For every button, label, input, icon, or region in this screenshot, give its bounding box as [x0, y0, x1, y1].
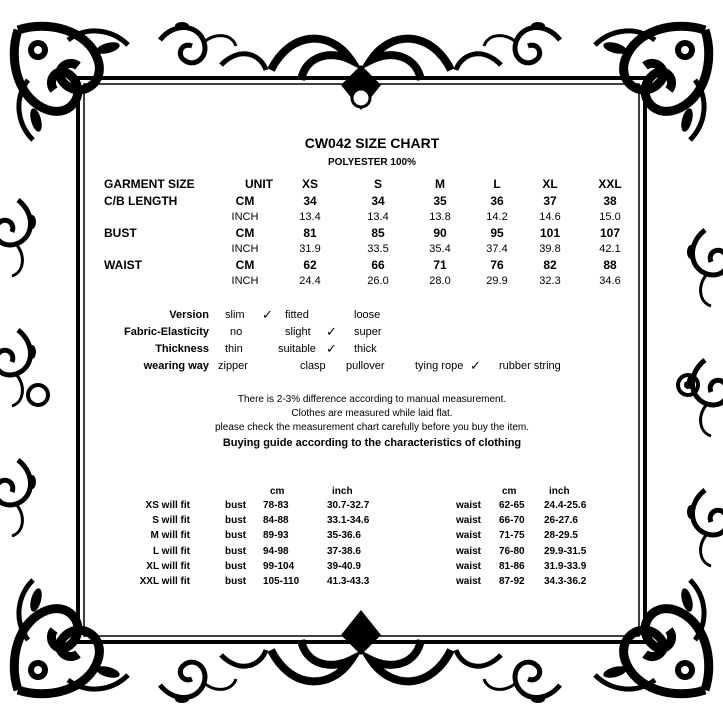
table-unit-cell: INCH: [231, 275, 259, 287]
fit-waist-label: waist: [456, 530, 482, 541]
table-value-cell: 35.4: [429, 243, 451, 255]
table-header-cell: S: [373, 177, 383, 191]
fit-bust-inch: 41.3-43.3: [327, 576, 370, 587]
characteristic-option: clasp: [300, 360, 326, 372]
table-value-cell: 85: [371, 226, 385, 240]
table-unit-cell: CM: [235, 194, 255, 208]
table-value-cell: 26.0: [367, 275, 389, 287]
table-row-label: BUST: [104, 226, 137, 240]
fit-bust-label: bust: [225, 576, 247, 587]
guide-title: Buying guide according to the characteristics of clothing: [222, 437, 522, 449]
fit-bust-cm: 105-110: [263, 576, 300, 587]
table-row-label: WAIST: [104, 258, 142, 272]
table-header-cell: XS: [301, 177, 319, 191]
fit-waist-cm: 71-75: [499, 530, 525, 541]
fit-waist-cm: 76-80: [499, 546, 525, 557]
fit-waist-inch: 34.3-36.2: [544, 576, 587, 587]
fit-waist-label: waist: [456, 500, 482, 511]
table-unit-cell: CM: [235, 226, 255, 240]
table-value-cell: 81: [303, 226, 317, 240]
table-header-cell: L: [493, 177, 501, 191]
characteristic-option: super: [354, 326, 382, 338]
table-value-cell: 29.9: [486, 275, 508, 287]
characteristic-label: wearing way: [143, 360, 209, 372]
note-line: There is 2-3% difference according to manual measurement.: [237, 394, 507, 405]
table-value-cell: 95: [490, 226, 504, 240]
bust-cm-header: cm: [270, 486, 285, 497]
table-value-cell: 36: [490, 194, 504, 208]
characteristic-option: rubber string: [499, 360, 561, 372]
characteristic-option: tying rope: [415, 360, 464, 372]
fit-size-label: XL will fit: [146, 561, 190, 572]
table-value-cell: 38: [603, 194, 617, 208]
characteristic-option: thin: [225, 343, 243, 355]
table-value-cell: 15.0: [599, 211, 621, 223]
table-header-cell: XXL: [598, 177, 622, 191]
fit-waist-cm: 87-92: [499, 576, 525, 587]
fit-waist-cm: 62-65: [499, 500, 525, 511]
fit-bust-inch: 35-36.6: [327, 530, 361, 541]
table-value-cell: 39.8: [539, 243, 561, 255]
fit-waist-cm: 66-70: [499, 515, 525, 526]
fit-size-label: M will fit: [150, 530, 190, 541]
fit-waist-label: waist: [456, 546, 482, 557]
characteristic-option: slight: [285, 326, 311, 338]
table-value-cell: 33.5: [367, 243, 389, 255]
bust-inch-header: inch: [332, 486, 353, 497]
characteristic-label: Fabric-Elasticity: [124, 326, 209, 338]
fit-waist-inch: 28-29.5: [544, 530, 578, 541]
fit-bust-label: bust: [225, 546, 247, 557]
table-unit-cell: INCH: [231, 243, 259, 255]
fit-bust-inch: 30.7-32.7: [327, 500, 370, 511]
table-row-label: C/B LENGTH: [104, 194, 178, 208]
fit-waist-label: waist: [456, 561, 482, 572]
table-value-cell: 31.9: [299, 243, 321, 255]
table-value-cell: 101: [539, 226, 561, 240]
fit-bust-label: bust: [225, 500, 247, 511]
table-value-cell: 88: [603, 258, 617, 272]
fit-bust-inch: 39-40.9: [327, 561, 361, 572]
waist-inch-header: inch: [549, 486, 570, 497]
characteristic-option: slim: [225, 309, 245, 321]
characteristic-option: no: [230, 326, 243, 338]
table-value-cell: 76: [490, 258, 504, 272]
note-line: Clothes are measured while laid flat.: [291, 408, 453, 419]
table-value-cell: 13.4: [299, 211, 321, 223]
characteristic-label: Version: [169, 309, 209, 321]
fit-bust-inch: 33.1-34.6: [327, 515, 370, 526]
fit-bust-cm: 99-104: [263, 561, 295, 572]
characteristic-label: Thickness: [155, 343, 209, 355]
table-value-cell: 62: [303, 258, 317, 272]
table-value-cell: 14.2: [486, 211, 508, 223]
fit-size-label: XS will fit: [145, 500, 190, 511]
characteristic-option: loose: [354, 309, 381, 321]
check-mark-icon: ✓: [262, 307, 273, 322]
table-value-cell: 35: [433, 194, 447, 208]
table-value-cell: 34: [303, 194, 317, 208]
table-value-cell: 71: [433, 258, 447, 272]
table-header-cell: GARMENT SIZE: [104, 177, 195, 191]
page-title: CW042 SIZE CHART: [304, 135, 440, 151]
characteristic-option: suitable: [278, 343, 316, 355]
fit-bust-label: bust: [225, 515, 247, 526]
fit-bust-cm: 94-98: [263, 546, 289, 557]
fit-bust-label: bust: [225, 561, 247, 572]
table-value-cell: 90: [433, 226, 447, 240]
check-mark-icon: ✓: [326, 341, 337, 356]
table-header-cell: M: [435, 177, 445, 191]
fit-waist-inch: 29.9-31.5: [544, 546, 587, 557]
fit-waist-inch: 31.9-33.9: [544, 561, 587, 572]
table-value-cell: 66: [371, 258, 385, 272]
fit-bust-cm: 89-93: [263, 530, 289, 541]
table-value-cell: 13.4: [367, 211, 389, 223]
table-value-cell: 13.8: [429, 211, 451, 223]
table-unit-cell: INCH: [231, 211, 259, 223]
table-value-cell: 28.0: [429, 275, 451, 287]
table-value-cell: 24.4: [299, 275, 321, 287]
fit-size-label: L will fit: [152, 546, 190, 557]
table-value-cell: 14.6: [539, 211, 561, 223]
table-value-cell: 37: [543, 194, 557, 208]
fit-bust-cm: 78-83: [263, 500, 289, 511]
table-value-cell: 82: [543, 258, 557, 272]
fit-size-label: S will fit: [152, 515, 190, 526]
table-value-cell: 32.3: [539, 275, 561, 287]
fit-bust-label: bust: [225, 530, 247, 541]
fit-waist-inch: 24.4-25.6: [544, 500, 587, 511]
fit-waist-cm: 81-86: [499, 561, 525, 572]
note-line: please check the measurement chart carefully before you buy the item.: [214, 422, 530, 433]
check-mark-icon: ✓: [326, 324, 337, 339]
characteristic-option: thick: [354, 343, 377, 355]
table-value-cell: 34.6: [599, 275, 621, 287]
table-value-cell: 42.1: [599, 243, 621, 255]
characteristic-option: zipper: [218, 360, 248, 372]
fit-bust-cm: 84-88: [263, 515, 289, 526]
table-header-cell: UNIT: [245, 177, 273, 191]
waist-cm-header: cm: [502, 486, 517, 497]
table-unit-cell: CM: [235, 258, 255, 272]
check-mark-icon: ✓: [470, 358, 481, 373]
fit-bust-inch: 37-38.6: [327, 546, 361, 557]
fit-waist-inch: 26-27.6: [544, 515, 578, 526]
table-value-cell: 37.4: [486, 243, 508, 255]
table-header-cell: XL: [542, 177, 558, 191]
table-value-cell: 34: [371, 194, 385, 208]
fit-waist-label: waist: [456, 515, 482, 526]
characteristic-option: fitted: [285, 309, 309, 321]
material-label: POLYESTER 100%: [327, 157, 417, 168]
fit-waist-label: waist: [456, 576, 482, 587]
characteristic-option: pullover: [346, 360, 385, 372]
table-value-cell: 107: [599, 226, 621, 240]
fit-size-label: XXL will fit: [139, 576, 190, 587]
